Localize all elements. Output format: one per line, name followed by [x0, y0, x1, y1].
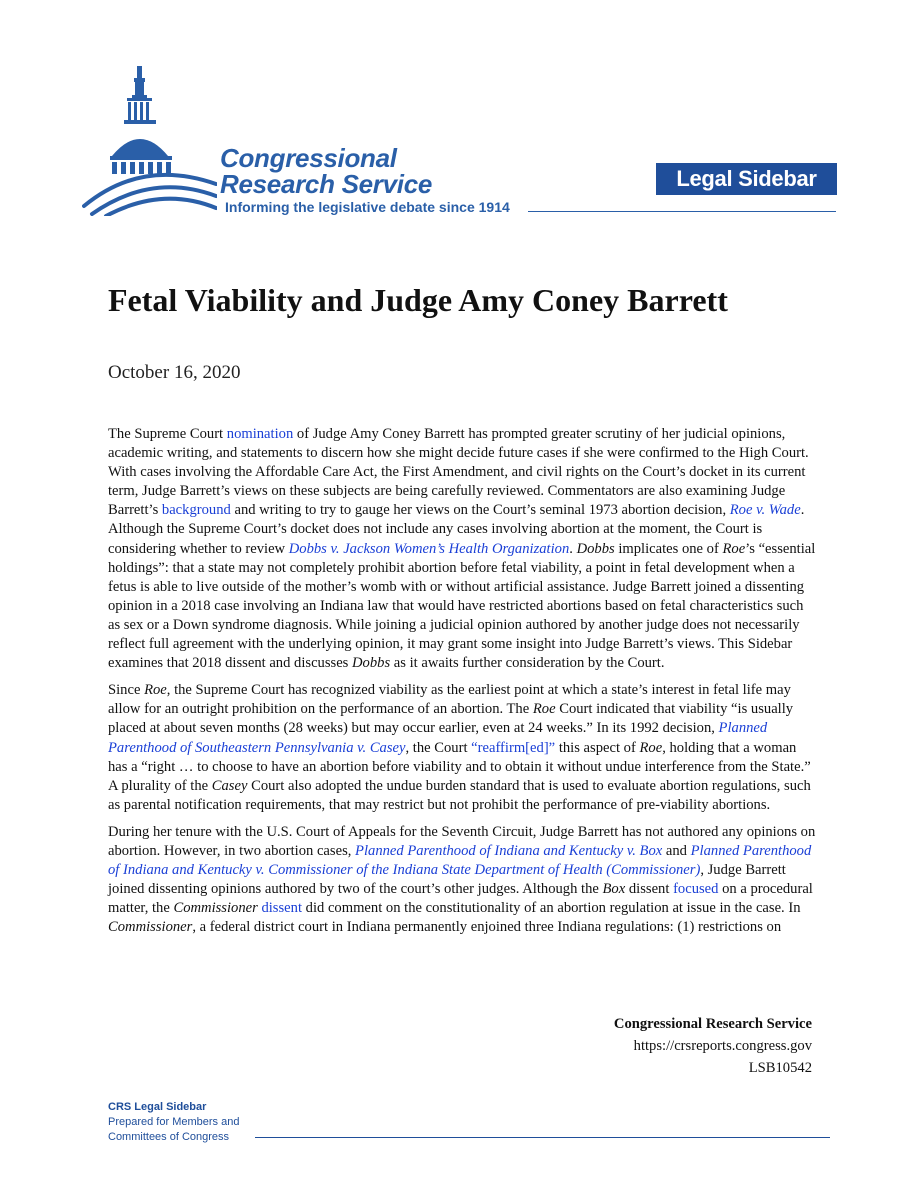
italic-text: Roe — [639, 739, 663, 756]
sidebar-label-title: CRS Legal Sidebar — [108, 1101, 207, 1113]
document-title: Fetal Viability and Judge Amy Coney Barrett — [108, 282, 728, 318]
italic-text: Commissioner — [173, 900, 258, 917]
organization-name-line2: Research Service — [220, 169, 433, 199]
publication-date: October 16, 2020 — [108, 362, 241, 383]
inline-link[interactable]: background — [161, 502, 231, 519]
italic-text: Roe — [144, 682, 167, 699]
text-run: , holding that a woman has a “right … to choose to have an abortion before viability and to obtain it without undue interference from the State.” A plurality of the — [108, 739, 811, 794]
italic-text: Commissioner — [108, 919, 193, 936]
header-divider — [528, 211, 836, 212]
text-run: as it awaits further consideration by the Court. — [390, 655, 665, 672]
footer-info — [540, 1013, 812, 1079]
italic-text: Roe — [722, 540, 746, 557]
text-run: Court also adopted the undue burden standard that is used to evaluate abortion regulations, such as parental notification requirements, that may restrict but not prohibit the performance of pre-viability abortions. — [108, 777, 811, 813]
italic-text: Casey — [211, 777, 248, 794]
text-run: and writing to try to gauge her views on the Court’s seminal 1973 abortion decision, — [230, 502, 730, 519]
paragraph-2 — [108, 681, 816, 815]
text-run: , the Supreme Court has recognized viability as the earliest point at which a state’s interest in fetal life may allow for an outright prohibition on the performance of an abortion. The — [108, 682, 791, 718]
case-citation-link[interactable]: Planned Parenthood of Southeastern Pennsylvania v. Casey — [108, 720, 768, 756]
text-run: on a procedural matter, the — [108, 881, 813, 917]
inline-link[interactable]: focused — [673, 881, 719, 898]
paragraph-1 — [108, 425, 816, 673]
report-id: LSB10542 — [748, 1060, 812, 1076]
text-run: Since — [108, 682, 145, 699]
text-run: dissent — [625, 881, 674, 898]
case-citation-link[interactable]: Dobbs v. Jackson Women’s Health Organization — [288, 540, 570, 557]
case-citation-link[interactable]: Planned Parenthood of Indiana and Kentucky v. Box — [355, 842, 663, 859]
body-text — [108, 425, 816, 945]
text-run: During her tenure with the U.S. Court of Appeals for the Seventh Circuit, Judge Barrett has not authored any opinions on abortion. However, in two abortion cases, — [108, 823, 816, 859]
organization-tagline: Informing the legislative debate since 1914 — [225, 199, 510, 215]
text-run: ’s “essential holdings”: that a state may not completely prohibit abortion before fetal viability, a point in fetal development when a fetus is able to live outside of the mother’s womb with or without artificial assistance. Judge Barrett joined a dissenting opinion in a 2018 case involving an Indiana law that would have restricted abortions based on fetal characteristics such as sex or a Down syndrome diagnosis. While joining a judicial opinion authored by another judge does not necessarily reflect full agreement with the underlying opinion, it may grant some insight into Judge Barrett’s views. This Sidebar examines that 2018 dissent and discusses — [108, 540, 816, 672]
inline-link[interactable]: nomination — [226, 426, 294, 442]
text-run: . — [569, 540, 577, 557]
text-run: . Although the Supreme Court’s docket does not include any cases involving abortion at the moment, the Court is considering whether to review — [108, 502, 805, 557]
case-citation-link[interactable]: Roe v. Wade — [729, 502, 801, 519]
text-run: The Supreme Court — [108, 426, 227, 442]
text-run: , Judge Barrett joined dissenting opinions authored by two of the court’s other judges. Although the — [108, 862, 786, 898]
organization-name — [220, 145, 432, 197]
inline-link[interactable]: dissent — [261, 900, 302, 917]
organization-name-line1: Congressional — [220, 143, 397, 173]
text-run: of Judge Amy Coney Barrett has prompted greater scrutiny of her judicial opinions, academic writing, and statements to discern how she might decide future cases if she were confirmed to the High Court. With cases involving the Affordable Care Act, the First Amendment, and civil rights on the Court’s docket in its current term, Judge Barrett’s views on these subjects are being carefully reviewed. Commentators are also examining Judge Barrett’s — [108, 426, 809, 519]
italic-text: Dobbs — [576, 540, 615, 557]
sidebar-label — [108, 1100, 239, 1145]
text-run: did comment on the constitutionality of an abortion regulation at issue in the case. In — [302, 900, 801, 917]
paragraph-3 — [108, 823, 816, 938]
text-run: , the Court — [405, 739, 472, 756]
text-run: Court indicated that viability “is usually placed at about seven months (28 weeks) but may occur earlier, even at 24 weeks.” In its 1992 decision, — [108, 701, 794, 737]
inline-link[interactable]: “reaffirm[ed]” — [471, 739, 556, 756]
footer-organization: Congressional Research Service — [613, 1016, 812, 1032]
footer-divider — [255, 1137, 830, 1138]
sidebar-label-line1: Prepared for Members and — [108, 1116, 240, 1128]
case-citation-link[interactable]: Planned Parenthood of Indiana and Kentucky v. Commissioner of the Indiana State Department of Health (Commissioner) — [108, 842, 812, 879]
capitol-dome-logo — [82, 66, 217, 216]
text-run: implicates one of — [614, 540, 723, 557]
text-run: and — [662, 842, 691, 859]
text-run: , a federal district court in Indiana permanently enjoined three Indiana regulations: (1) restrictions on — [192, 919, 782, 936]
footer-url[interactable]: https://crsreports.congress.gov — [633, 1038, 812, 1054]
italic-text: Box — [602, 881, 626, 898]
text-run: this aspect of — [555, 739, 640, 756]
italic-text: Roe — [532, 701, 556, 718]
sidebar-label-line2: Committees of Congress — [108, 1131, 230, 1143]
italic-text: Dobbs — [352, 655, 391, 672]
legal-sidebar-badge: Legal Sidebar — [656, 163, 837, 195]
